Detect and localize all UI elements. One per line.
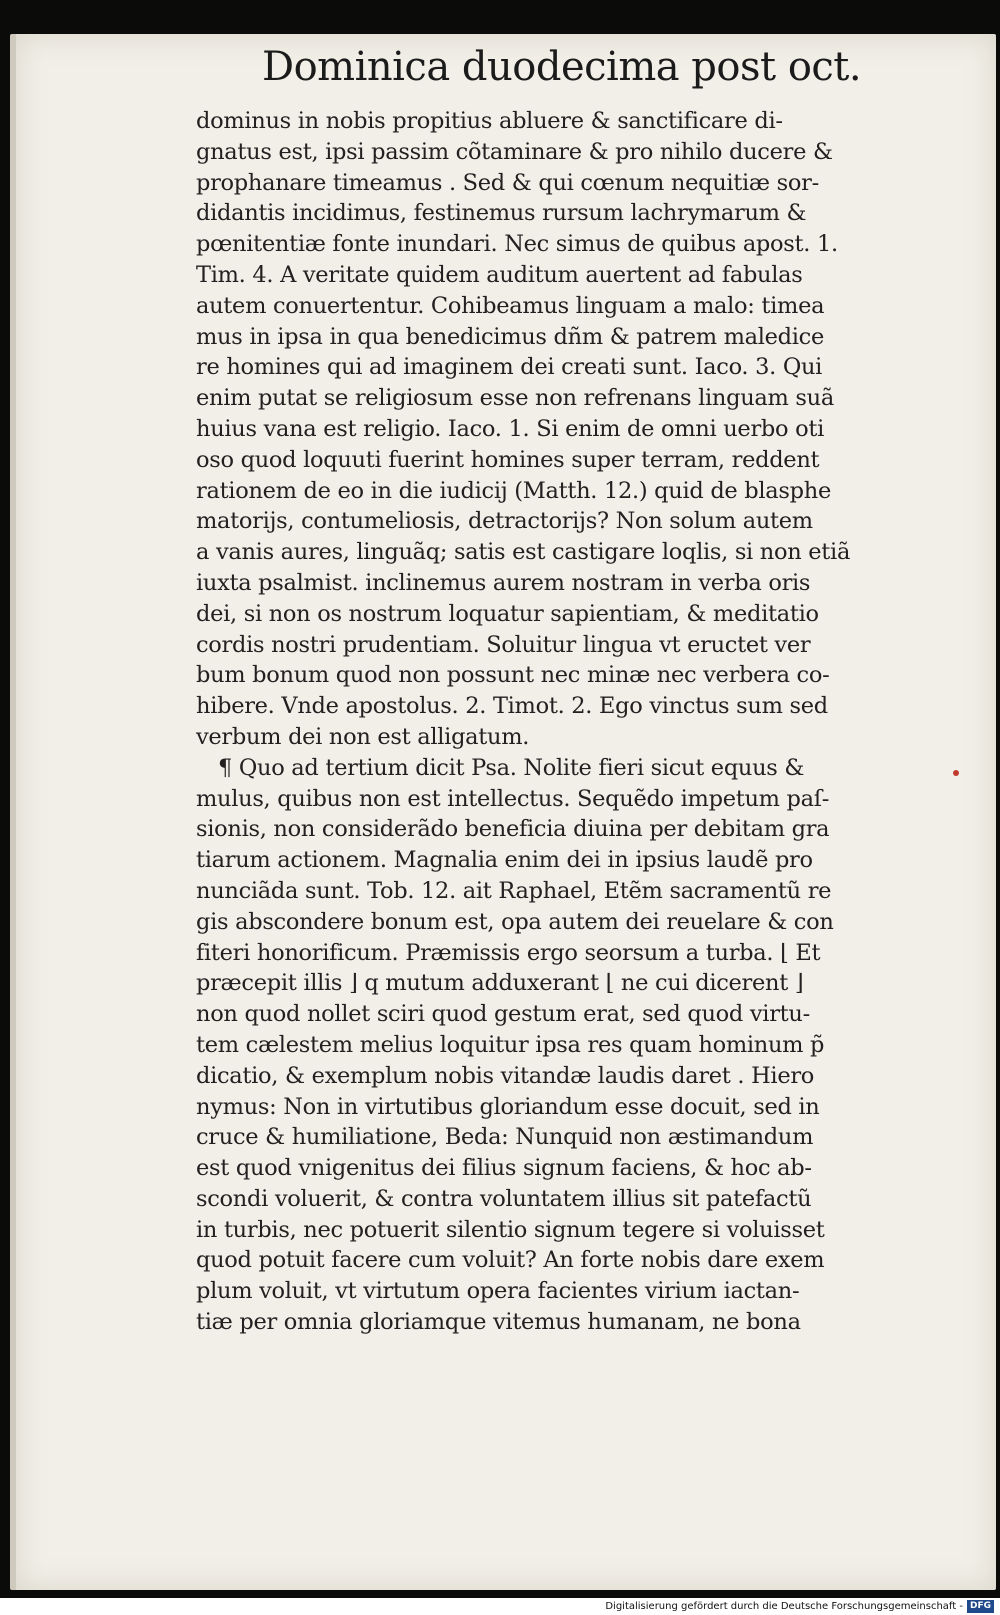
- body-text: [196, 106, 936, 1338]
- text-line: oso quod loquuti fuerint homines super terram, reddent: [196, 446, 820, 473]
- text-line: est quod vnigenitus dei filius signum faciens, & hoc ab-: [196, 1155, 812, 1182]
- text-line: nymus: Non in virtutibus gloriandum esse docuit, sed in: [196, 1093, 820, 1120]
- text-line: mus in ipsa in qua benedicimus dñm & patrem maledice: [196, 323, 824, 350]
- text-line: Tim. 4. A veritate quidem auditum auertent ad fabulas: [196, 261, 803, 288]
- dfg-logo-icon: DFG: [967, 1600, 994, 1613]
- text-line: dei, si non os nostrum loquatur sapientiam, & meditatio: [196, 600, 819, 627]
- running-header: Dominica duodecima post oct.: [262, 44, 862, 90]
- text-line: hibere. Vnde apostolus. 2. Timot. 2. Ego vinctus sum sed: [196, 693, 828, 720]
- ink-spot: [953, 770, 959, 776]
- text-line: ¶ Quo ad tertium dicit Psa. Nolite fieri sicut equus &: [218, 754, 805, 781]
- text-line: in turbis, nec potuerit silentio signum tegere si voluisset: [196, 1216, 825, 1243]
- text-line: præcepit illis ⌋ q mutum adduxerant ⌊ ne cui dicerent ⌋: [196, 970, 804, 997]
- text-line: rationem de eo in die iudicij (Matth. 12.) quid de blasphe: [196, 477, 831, 504]
- text-line: dominus in nobis propitius abluere & sanctificare di-: [196, 108, 783, 134]
- text-line: a vanis aures, linguãq; satis est castigare loqlis, si non etiã: [196, 539, 851, 566]
- text-line: didantis incidimus, festinemus rursum lachrymarum &: [196, 200, 807, 227]
- text-line: mulus, quibus non est intellectus. Sequẽdo impetum paſ-: [196, 785, 830, 812]
- text-line: re homines qui ad imaginem dei creati sunt. Iaco. 3. Qui: [196, 354, 823, 381]
- text-line: matorijs, contumeliosis, detractorijs? Non solum autem: [196, 508, 813, 535]
- text-line: nunciãda sunt. Tob. 12. ait Raphael, Etẽm sacramentũ re: [196, 877, 832, 904]
- text-line: iuxta psalmist. inclinemus aurem nostram in verba oris: [196, 569, 811, 596]
- text-line: prophanare timeamus . Sed & qui cœnum nequitiæ sor-: [196, 169, 819, 196]
- text-line: tem cælestem melius loquitur ipsa res quam hominum p̃: [196, 1031, 825, 1058]
- text-line: scondi voluerit, & contra voluntatem illius sit patefactũ: [196, 1185, 812, 1212]
- text-line: pœnitentiæ fonte inundari. Nec simus de quibus apost. 1.: [196, 231, 838, 258]
- text-line: autem conuertentur. Cohibeamus linguam a malo: timea: [196, 292, 825, 319]
- text-line: verbum dei non est alligatum.: [196, 723, 530, 750]
- text-line: enim putat se religiosum esse non refrenans linguam suã: [196, 385, 834, 412]
- text-line: bum bonum quod non possunt nec minæ nec verbera co-: [196, 662, 830, 689]
- text-line: quod potuit facere cum voluit? An forte nobis dare exem: [196, 1247, 825, 1274]
- text-line: dicatio, & exemplum nobis vitandæ laudis daret . Hiero: [196, 1062, 815, 1089]
- text-line: gis abscondere bonum est, opa autem dei reuelare & con: [196, 908, 834, 935]
- text-line: gnatus est, ipsi passim cõtaminare & pro nihilo ducere &: [196, 138, 833, 165]
- text-line: tiarum actionem. Magnalia enim dei in ipsius laudẽ pro: [196, 847, 813, 874]
- text-line: cruce & humiliatione, Beda: Nunquid non æstimandum: [196, 1124, 814, 1151]
- text-line: huius vana est religio. Iaco. 1. Si enim de omni uerbo oti: [196, 415, 824, 442]
- text-line: cordis nostri prudentiam. Soluitur lingua vt eructet ver: [196, 631, 811, 658]
- text-line: tiæ per omnia gloriamque vitemus humanam, ne bona: [196, 1309, 801, 1336]
- footer-credit: Digitalisierung gefördert durch die Deutsche Forschungsgemeinschaft -: [605, 1600, 963, 1612]
- text-line: fiteri honorificum. Præmissis ergo seorsum a turba. ⌊ Et: [196, 939, 821, 966]
- text-line: non quod nollet sciri quod gestum erat, sed quod virtu-: [196, 1001, 810, 1028]
- text-line: plum voluit, vt virtutum opera facientes virium iactan-: [196, 1278, 800, 1305]
- digitization-footer: [605, 1599, 994, 1613]
- text-line: sionis, non considerãdo beneficia diuina per debitam gra: [196, 816, 830, 843]
